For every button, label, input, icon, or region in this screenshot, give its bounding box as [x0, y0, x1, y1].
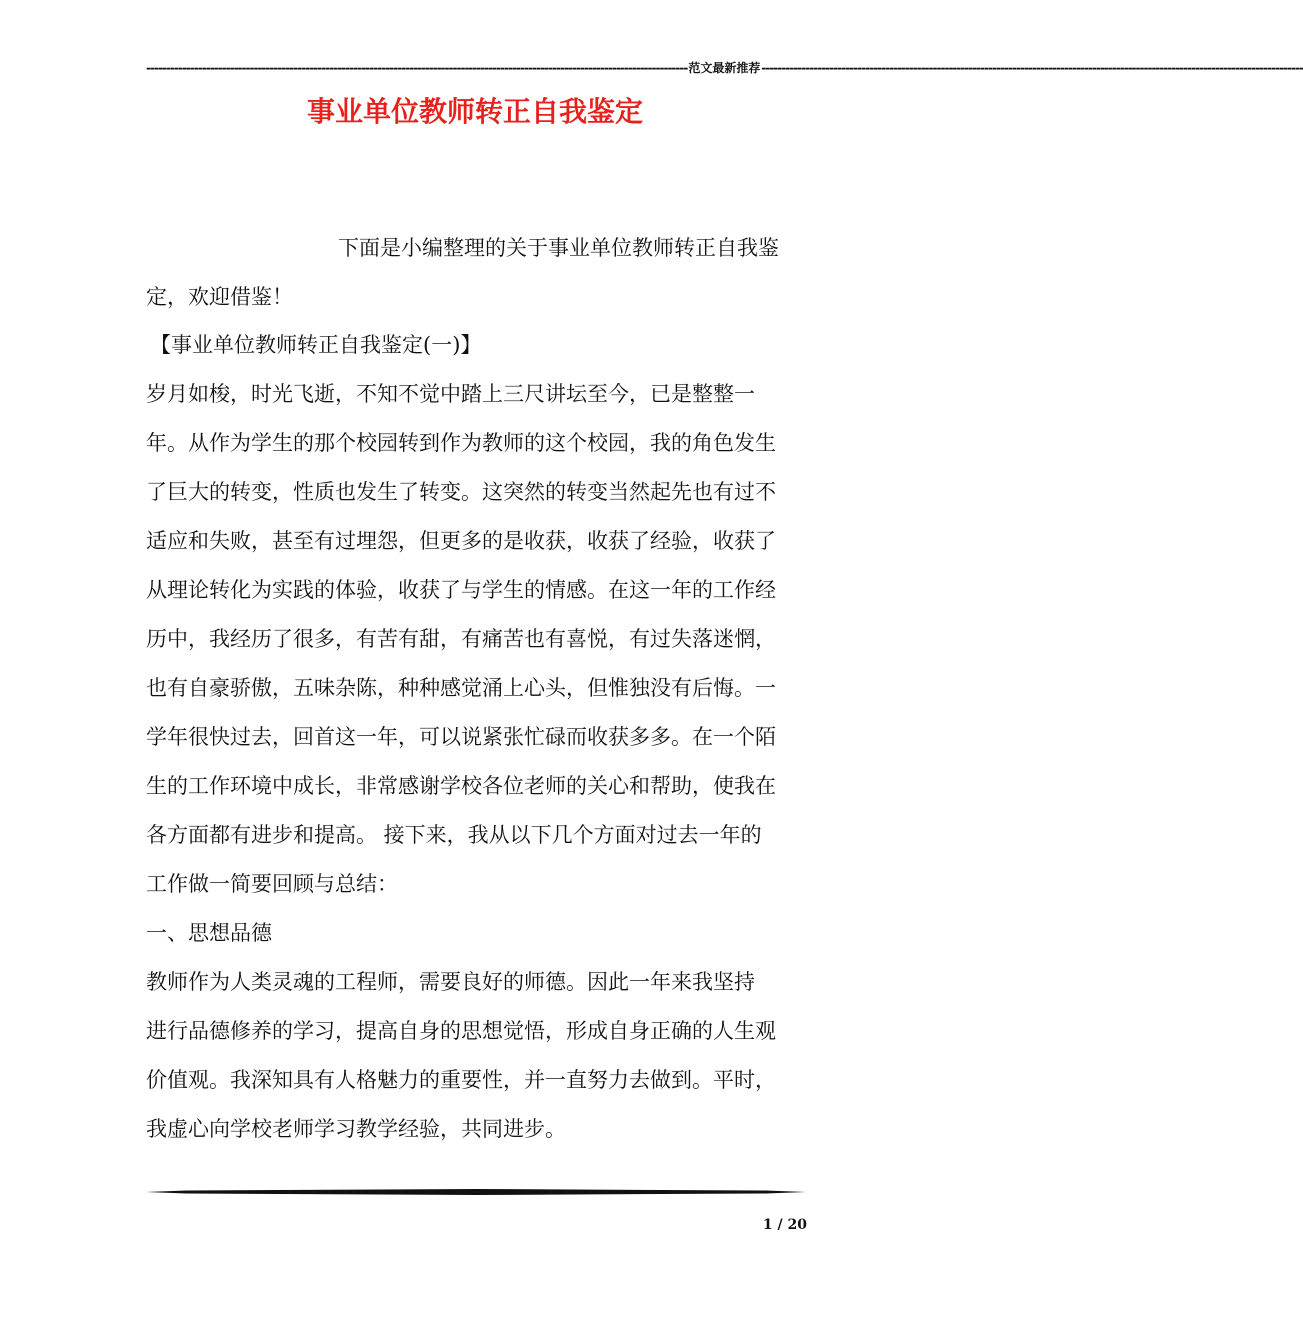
header-label: 范文最新推荐 [688, 61, 761, 75]
paragraph-line: 年。从作为学生的那个校园转到作为教师的这个校园，我的角色发生 [146, 431, 776, 455]
paragraph-line: 了巨大的转变，性质也发生了转变。这突然的转变当然起先也有过不 [146, 480, 776, 504]
section-heading: 【事业单位教师转正自我鉴定(一)】 [150, 333, 482, 357]
page-header [146, 60, 1303, 76]
header-left-dashes: ---------------------------------------------------------------------------------------------------------------------------------------- [146, 61, 688, 75]
paragraph-line: 适应和失败，甚至有过埋怨，但更多的是收获，收获了经验，收获了 [146, 529, 776, 553]
paragraph-line: 学年很快过去，回首这一年，可以说紧张忙碌而收获多多。在一个陌 [146, 725, 776, 749]
intro-line-1: 下面是小编整理的关于事业单位教师转正自我鉴 [338, 236, 779, 260]
paragraph-line: 岁月如梭，时光飞逝，不知不觉中踏上三尺讲坛至今，已是整整一 [146, 382, 755, 406]
subheading-ideology: 一、思想品德 [146, 921, 272, 945]
paragraph-line: 生的工作环境中成长，非常感谢学校各位老师的关心和帮助，使我在 [146, 774, 776, 798]
intro-line-2: 定，欢迎借鉴！ [146, 285, 293, 309]
paragraph-line: 我虚心向学校老师学习教学经验，共同进步。 [146, 1117, 566, 1141]
paragraph-line: 教师作为人类灵魂的工程师，需要良好的师德。因此一年来我坚持 [146, 970, 755, 994]
paragraph-line: 各方面都有进步和提高。 接下来，我从以下几个方面对过去一年的 [146, 823, 762, 847]
paragraph-line: 价值观。我深知具有人格魅力的重要性，并一直努力去做到。平时， [146, 1068, 776, 1092]
document-title: 事业单位教师转正自我鉴定 [306, 95, 643, 128]
page-number: 1 / 20 [762, 1217, 807, 1233]
header-right-dashes: ---------------------------------------------------------------------------------------------------------------------------------------- [761, 61, 1303, 75]
paragraph-line: 历中，我经历了很多，有苦有甜，有痛苦也有喜悦，有过失落迷惘， [146, 627, 776, 651]
paragraph-line: 从理论转化为实践的体验，收获了与学生的情感。在这一年的工作经 [146, 578, 776, 602]
paragraph-line: 进行品德修养的学习，提高自身的思想觉悟，形成自身正确的人生观 [146, 1019, 776, 1043]
footer-rule [146, 1189, 806, 1195]
paragraph-line: 也有自豪骄傲，五味杂陈，种种感觉涌上心头，但惟独没有后悔。一 [146, 676, 776, 700]
paragraph-line: 工作做一简要回顾与总结： [146, 872, 398, 896]
